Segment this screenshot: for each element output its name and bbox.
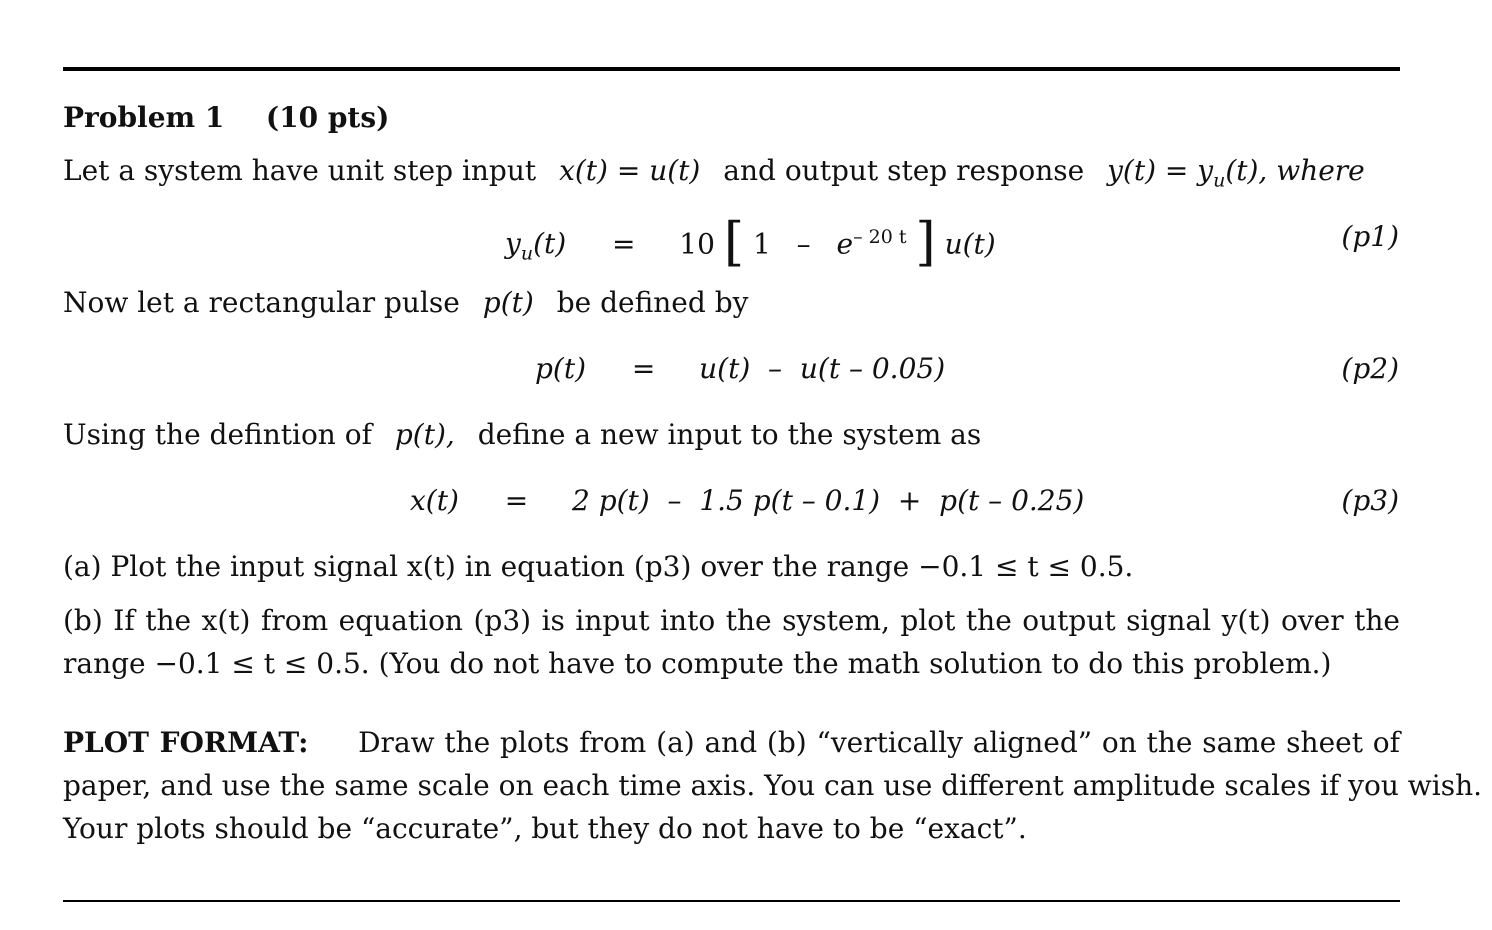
- pulse-text-b: be defined by: [556, 286, 749, 319]
- plot-format-line2: paper, and use the same scale on each time axis. You can use different amplitude scales if you wish.: [63, 769, 1483, 802]
- eq3-rhs: 2 p(t) – 1.5 p(t – 0.1) + p(t – 0.25): [571, 484, 1085, 517]
- eq1-tail: u(t): [944, 227, 996, 261]
- eq1-one: 1: [753, 227, 771, 261]
- eq1-minus: –: [796, 227, 811, 261]
- plot-format-heading: PLOT FORMAT:: [63, 726, 309, 759]
- part-b-line2: range −0.1 ≤ t ≤ 0.5. (You do not have to compute the math solution to do this problem.): [63, 647, 1332, 680]
- top-rule: [63, 67, 1400, 71]
- eq1-exp-base: e: [836, 227, 854, 261]
- intro-text-b: and output step response: [723, 154, 1085, 187]
- eq3-label: (p3): [1341, 484, 1399, 517]
- plot-format-line3: Your plots should be “accurate”, but they do not have to be “exact”.: [63, 812, 1027, 845]
- plot-format-text1: Draw the plots from (a) and (b) “vertically aligned” on the same sheet of: [358, 726, 1400, 759]
- eq1-label: (p1): [1341, 220, 1399, 253]
- eq1-equals: =: [612, 227, 636, 261]
- input-symbol: p(t),: [394, 418, 455, 451]
- input-intro-line: [63, 417, 981, 453]
- plot-format-line1: [63, 725, 1400, 761]
- problem-heading: [63, 100, 389, 136]
- eq2-lhs: p(t): [535, 352, 587, 385]
- problem-title: Problem 1: [63, 101, 225, 134]
- input-text-b: define a new input to the system as: [477, 418, 982, 451]
- pulse-intro-line: [63, 285, 748, 321]
- equation-p3: [410, 483, 1084, 519]
- problem-points: (10 pts): [265, 101, 390, 134]
- eq3-equals: =: [504, 484, 529, 517]
- eq3-lhs: x(t): [410, 484, 459, 517]
- eq2-equals: =: [631, 352, 656, 385]
- eq1-bracket-open: [: [723, 212, 745, 273]
- part-b-line1: (b) If the x(t) from equation (p3) is input into the system, plot the output signal y(t) over the: [63, 604, 1400, 637]
- input-definition: x(t) = u(t): [559, 154, 701, 187]
- intro-line: [63, 153, 1365, 199]
- eq1-bracket-close: ]: [915, 212, 936, 273]
- pulse-symbol: p(t): [482, 286, 534, 319]
- input-text-a: Using the defintion of: [63, 418, 372, 451]
- part-a: (a) Plot the input signal x(t) in equation (p3) over the range −0.1 ≤ t ≤ 0.5.: [63, 550, 1134, 583]
- equation-p1: [505, 212, 996, 273]
- equation-p2: [535, 351, 945, 387]
- eq1-lhs: $y_u(t)$: [505, 227, 567, 265]
- bottom-rule: [63, 900, 1400, 902]
- eq1-exponent: – 20 t: [853, 226, 907, 248]
- eq2-rhs: u(t) – u(t – 0.05): [699, 352, 946, 385]
- eq2-label: (p2): [1341, 352, 1399, 385]
- pulse-text-a: Now let a rectangular pulse: [63, 286, 460, 319]
- output-definition: $y(t) = y_u(t)$, where: [1107, 154, 1365, 192]
- eq1-coefficient: 10: [679, 227, 715, 261]
- intro-text-a: Let a system have unit step input: [63, 154, 537, 187]
